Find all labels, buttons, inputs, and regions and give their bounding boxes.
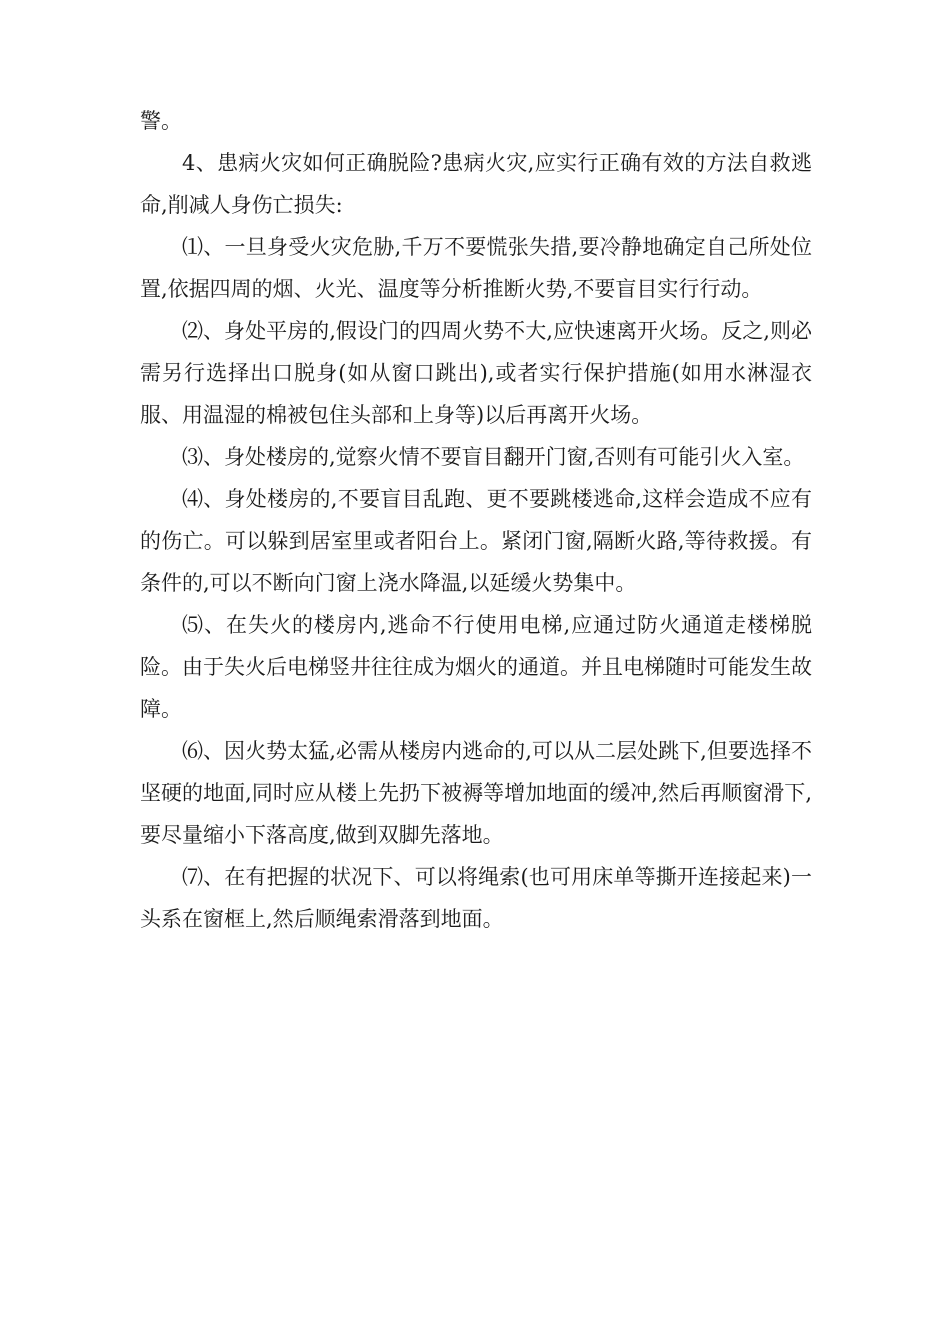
paragraph-item-3: ⑶、身处楼房的,觉察火情不要盲目翻开门窗,否则有可能引火入室。	[182, 445, 805, 469]
paragraph-item-1: ⑴、一旦身受火灾危胁,千万不要慌张失措,要冷静地确定自己所处位置,依据四周的烟、火光、温度等分析推断火势,不要盲目实行行动。	[140, 235, 812, 301]
paragraph-item-5: ⑸、在失火的楼房内,逃命不行使用电梯,应通过防火通道走楼梯脱险。由于失火后电梯竖井往往成为烟火的通道。并且电梯随时可能发生故障。	[140, 613, 812, 721]
paragraph-item-4: ⑷、身处楼房的,不要盲目乱跑、更不要跳楼逃命,这样会造成不应有的伤亡。可以躲到居室里或者阳台上。紧闭门窗,隔断火路,等待救援。有条件的,可以不断向门窗上浇水降温,以延缓火势集中。	[140, 487, 812, 595]
paragraph-item-2: ⑵、身处平房的,假设门的四周火势不大,应快速离开火场。反之,则必需另行选择出口脱身(如从窗口跳出),或者实行保护措施(如用水淋湿衣服、用温湿的棉被包住头部和上身等)以后再离开火场。	[140, 319, 812, 427]
paragraph-item-7: ⑺、在有把握的状况下、可以将绳索(也可用床单等撕开连接起来)一头系在窗框上,然后顺绳索滑落到地面。	[140, 865, 812, 931]
document-body	[140, 100, 812, 940]
paragraph-continuation: 警。	[140, 109, 182, 133]
paragraph-item-6: ⑹、因火势太猛,必需从楼房内逃命的,可以从二层处跳下,但要选择不坚硬的地面,同时应从楼上先扔下被褥等增加地面的缓冲,然后再顺窗滑下,要尽量缩小下落高度,做到双脚先落地。	[140, 739, 812, 847]
paragraph-section-4: 4、患病火灾如何正确脱险?患病火灾,应实行正确有效的方法自救逃命,削减人身伤亡损失:	[140, 151, 812, 217]
